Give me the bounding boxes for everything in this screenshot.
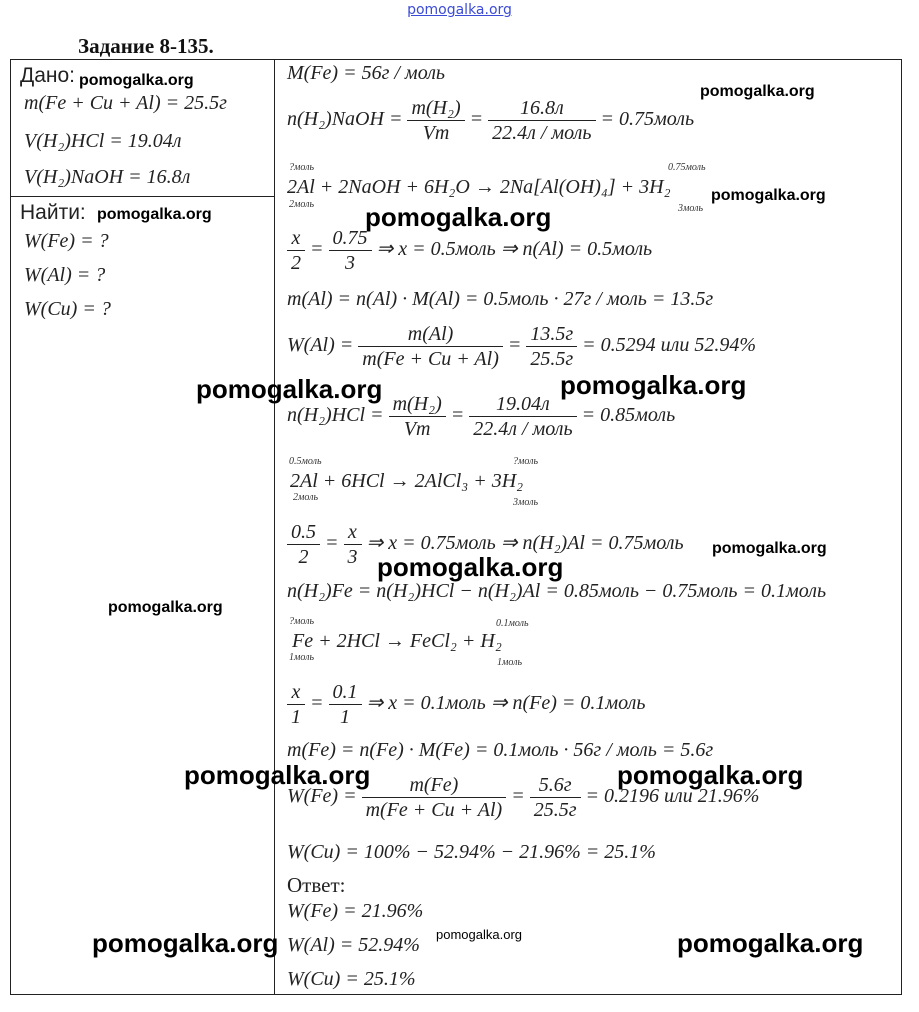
frac-den: Vm — [422, 122, 450, 144]
expr-result: ⇒ x = 0.5моль ⇒ n(Al) = 0.5моль — [376, 238, 653, 261]
fraction-fe: W(Fe) = $\frac{m(Fe)}{m(Fe + Cu + Al)}$ = $\frac{5.6г}{25.5г}$ = 0.2196 или 21.96% — [287, 774, 760, 821]
expr-left: W(Al) = — [287, 334, 354, 357]
frac-den: 22.4л / моль — [492, 122, 592, 144]
given-label: Дано: — [20, 64, 76, 87]
coef-note: 0.5моль — [289, 456, 322, 467]
watermark: pomogalka.org — [712, 540, 827, 557]
expr-left: W(Fe) = — [287, 785, 357, 808]
watermark: pomogalka.org — [196, 374, 383, 404]
frac-num: x — [287, 680, 305, 705]
coef-note: ?моль — [513, 456, 539, 467]
frac-num: m(Fe) — [362, 773, 507, 798]
frac-den: 22.4л / моль — [473, 418, 573, 440]
table-divider-horizontal — [10, 196, 275, 197]
frac-den: 2 — [291, 252, 301, 274]
fraction-cu: W(Cu) = 100% − 52.94% − 21.96% = 25.1% — [287, 841, 656, 863]
given-volume-hcl: V(H₂)HCl = 19.04л — [24, 130, 182, 152]
watermark: pomogalka.org — [184, 760, 371, 790]
frac-num: m(H₂) — [389, 392, 446, 417]
frac-num: x — [287, 226, 305, 251]
expr-result: ⇒ x = 0.1моль ⇒ n(Fe) = 0.1моль — [366, 692, 646, 715]
reaction-al-naoh: 2Al + 2NaOH + 6H₂O → 2Na[Al(OH)₄] + 3H₂ — [287, 176, 671, 198]
watermark: pomogalka.org — [92, 928, 279, 958]
frac-den: 1 — [340, 706, 350, 728]
expr-left: n(H₂)NaOH = — [287, 108, 403, 131]
task-title: Задание 8-135. — [78, 34, 214, 58]
reaction-fe-hcl: Fe + 2HCl → FeCl₂ + H₂ — [292, 630, 502, 652]
watermark: pomogalka.org — [97, 206, 212, 223]
fraction-al: W(Al) = $\frac{m(Al)}{m(Fe + Cu + Al)}$ = $\frac{13.5г}{25.5г}$ = 0.5294 или 52.94% — [287, 323, 757, 370]
frac-den: Vm — [403, 418, 431, 440]
watermark: pomogalka.org — [560, 370, 747, 400]
molar-mass-fe: M(Fe) = 56г / моль — [287, 62, 446, 84]
find-w-fe: W(Fe) = ? — [24, 230, 109, 252]
frac-num: 0.75 — [329, 226, 372, 251]
reaction-al-hcl: 2Al + 6HCl → 2AlCl₃ + 3H₂ — [290, 470, 524, 492]
expr-result: ⇒ x = 0.75моль ⇒ n(H₂)Al = 0.75моль — [366, 532, 684, 555]
watermark: pomogalka.org — [677, 928, 864, 958]
answer-w-fe: W(Fe) = 21.96% — [287, 900, 424, 922]
moles-h2-fe: n(H₂)Fe = n(H₂)HCl − n(H₂)Al = 0.85моль − 0.75моль = 0.1моль — [287, 580, 827, 602]
watermark: pomogalka.org — [617, 760, 804, 790]
frac-den: 1 — [291, 706, 301, 728]
coef-note: ?моль — [289, 616, 315, 627]
watermark: pomogalka.org — [108, 599, 223, 616]
find-w-cu: W(Cu) = ? — [24, 298, 111, 320]
mass-fe: m(Fe) = n(Fe) · M(Fe) = 0.1моль · 56г / моль = 5.6г — [287, 739, 714, 761]
coef-note: 0.1моль — [496, 618, 529, 629]
coef-note: ?моль — [289, 162, 315, 173]
watermark: pomogalka.org — [436, 927, 522, 942]
expr-result: = 0.75моль — [600, 108, 695, 131]
proportion-al: $\frac{x}{2}$ = $\frac{0.75}{3}$ ⇒ x = 0.5моль ⇒ n(Al) = 0.5моль — [287, 226, 652, 275]
answer-label: Ответ: — [287, 873, 346, 897]
watermark: pomogalka.org — [377, 552, 564, 582]
frac-num: 0.1 — [329, 680, 362, 705]
frac-den: m(Fe + Cu + Al) — [365, 799, 503, 821]
find-label: Найти: — [20, 201, 86, 224]
watermark: pomogalka.org — [79, 72, 194, 89]
coef-note: 3моль — [513, 497, 539, 508]
frac-num: 19.04л — [469, 392, 576, 417]
site-link[interactable]: pomogalka.org — [407, 2, 512, 18]
frac-den: 25.5г — [530, 348, 574, 370]
watermark: pomogalka.org — [365, 202, 552, 232]
expr-eq: = — [469, 108, 484, 131]
frac-num: m(H₂) — [407, 96, 464, 121]
coef-note: 3моль — [678, 203, 704, 214]
mass-al: m(Al) = n(Al) · M(Al) = 0.5моль · 27г / моль = 13.5г — [287, 288, 714, 310]
coef-note: 0.75моль — [668, 162, 706, 173]
given-mass: m(Fe + Cu + Al) = 25.5г — [24, 92, 227, 114]
frac-num: 13.5г — [526, 322, 577, 347]
frac-den: 2 — [298, 546, 309, 568]
frac-den: 3 — [345, 252, 355, 274]
coef-note: 2моль — [289, 199, 315, 210]
table-divider-vertical — [274, 59, 275, 995]
proportion-fe: $\frac{x}{1}$ = $\frac{0.1}{1}$ ⇒ x = 0.1моль ⇒ n(Fe) = 0.1моль — [287, 680, 645, 729]
coef-note: 2моль — [293, 492, 319, 503]
frac-num: 5.6г — [530, 773, 581, 798]
expr-left: n(H₂)HCl = — [287, 404, 384, 427]
moles-h2-hcl: n(H₂)HCl = $\frac{\text{m(H₂)}}{Vm}$ = $\frac{19.04л}{\text{22.4л / моль}}$ = 0.85моль — [287, 393, 676, 440]
frac-den: m(Fe + Cu + Al) — [362, 348, 499, 370]
find-w-al: W(Al) = ? — [24, 264, 106, 286]
moles-h2-naoh — [287, 96, 694, 145]
coef-note: 1моль — [289, 652, 315, 663]
coef-note: 1моль — [497, 657, 523, 668]
expr-result: = 0.5294 или 52.94% — [582, 334, 757, 357]
frac-num: x — [344, 520, 362, 545]
frac-num: m(Al) — [358, 322, 503, 347]
frac-den: 25.5г — [533, 799, 577, 821]
frac-den: 3 — [347, 546, 358, 568]
answer-w-al: W(Al) = 52.94% — [287, 934, 420, 956]
proportion-h2-al: $\frac{0.5}{2}$ = $\frac{x}{3}$ ⇒ x = 0.75моль ⇒ n(H₂)Al = 0.75моль — [287, 520, 684, 569]
answer-w-cu: W(Cu) = 25.1% — [287, 968, 416, 990]
given-volume-naoh: V(H₂)NaOH = 16.8л — [24, 166, 191, 188]
expr-result: = 0.85моль — [581, 404, 676, 427]
watermark: pomogalka.org — [700, 83, 815, 100]
watermark: pomogalka.org — [711, 187, 826, 204]
expr-result: = 0.2196 или 21.96% — [585, 785, 760, 808]
frac-num: 16.8л — [488, 96, 595, 121]
frac-num: 0.5 — [287, 520, 320, 545]
